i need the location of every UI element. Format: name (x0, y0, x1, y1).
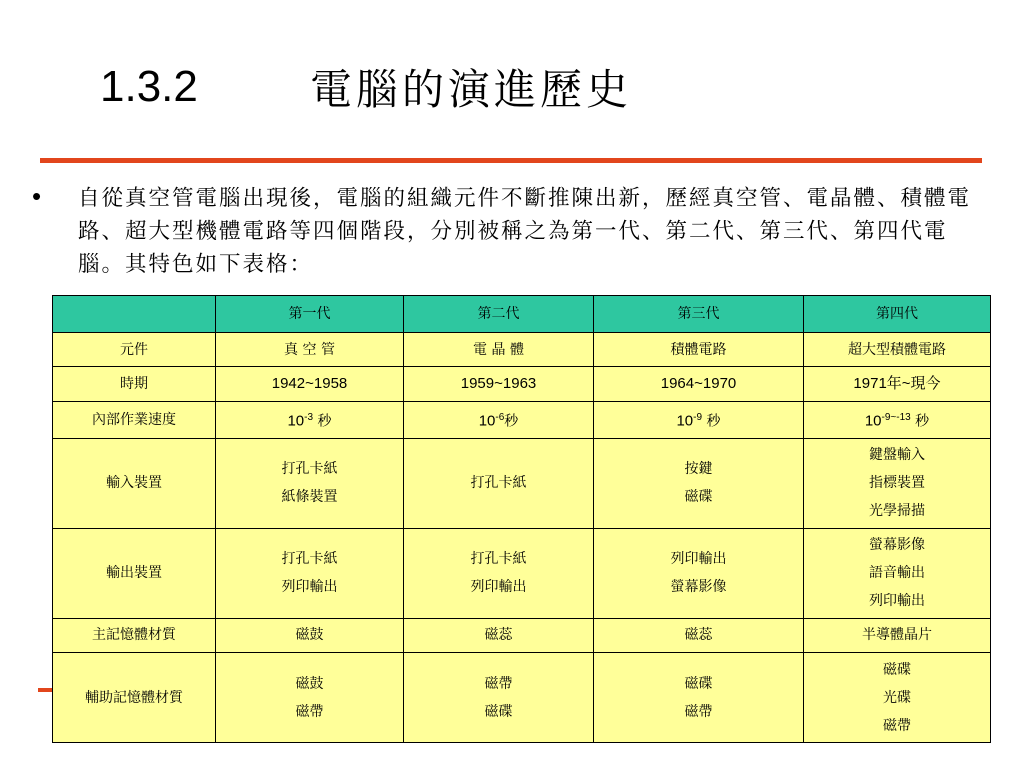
cell-text: 光學掃描 (869, 503, 925, 520)
cell-text: 列印輸出 (670, 551, 727, 568)
table-cell (804, 367, 991, 401)
cell-text: 語音輸出 (869, 565, 925, 582)
cell-text: 打孔卡紙 (281, 461, 338, 478)
cell-text: 磁蕊 (684, 627, 713, 644)
cell-text: 1959~1963 (460, 375, 537, 393)
cell-text: 磁帶 (883, 717, 911, 734)
cell-text: 1942~1958 (271, 375, 348, 393)
table-row (53, 528, 991, 618)
speed-base: 10 (478, 412, 496, 430)
cell-text: 超大型積體電路 (848, 341, 946, 358)
speed-exponent: -6 (495, 411, 505, 423)
section-number: 1.3.2 (100, 62, 198, 111)
cell-text: 紙條裝置 (281, 489, 338, 506)
table-cell (216, 401, 404, 438)
cell-text: 打孔卡紙 (281, 551, 338, 568)
bullet-icon: • (32, 181, 42, 211)
table-cell (594, 401, 804, 438)
table-cell (216, 333, 404, 367)
row-label: 內部作業速度 (53, 401, 216, 438)
cell-text: 螢幕影像 (869, 537, 925, 554)
intro-paragraph: 自從真空管電腦出現後，電腦的組織元件不斷推陳出新，歷經真空管、電晶體、積體電路、超大型機體電路等四個階段，分別被稱之為第一代、第二代、第三代、第四代電腦。其特色如下表格： (78, 186, 972, 277)
row-label: 輸出裝置 (53, 528, 216, 618)
table-cell (216, 367, 404, 401)
speed-unit: 秒 (504, 413, 519, 430)
cell-text: 磁碟 (883, 661, 911, 678)
cell-text: 鍵盤輸入 (869, 447, 925, 464)
speed-base: 10 (864, 412, 882, 430)
cell-text: 列印輸出 (470, 579, 527, 596)
table-cell (594, 528, 804, 618)
header-cell (53, 296, 216, 333)
cell-text: 磁帶 (684, 703, 713, 720)
cell-text: 指標裝置 (869, 475, 925, 492)
table-row (53, 401, 991, 438)
table-cell (404, 653, 594, 743)
cell-text: 真 空 管 (284, 341, 335, 358)
cell-text: 半導體晶片 (862, 627, 932, 644)
cell-text: 磁碟 (484, 703, 513, 720)
table-cell (404, 618, 594, 652)
header-cell: 第四代 (804, 296, 991, 333)
table-cell (404, 367, 594, 401)
cell-text: 磁鼓 (295, 675, 324, 692)
table-row (53, 653, 991, 743)
table-cell (216, 653, 404, 743)
row-label: 主記憶體材質 (53, 618, 216, 652)
cell-text: 磁帶 (484, 675, 513, 692)
cell-text: 積體電路 (670, 341, 727, 358)
table-cell (404, 401, 594, 438)
table-cell (594, 438, 804, 528)
speed-base: 10 (676, 412, 694, 430)
title-text: 電腦的演進歷史 (310, 65, 633, 114)
speed-unit: 秒 (313, 413, 332, 430)
cell-text: 列印輸出 (869, 593, 925, 610)
table-row (53, 333, 991, 367)
speed-exponent: -3 (304, 411, 314, 423)
speed-base: 10 (287, 412, 305, 430)
table-cell (594, 333, 804, 367)
title-divider (40, 158, 982, 163)
table-cell (594, 367, 804, 401)
speed-unit: 秒 (910, 413, 930, 430)
table-cell (804, 401, 991, 438)
cell-text: 打孔卡紙 (470, 475, 527, 492)
speed-exponent: -9~-13 (881, 411, 911, 423)
table-cell (216, 618, 404, 652)
computer-generations-table (52, 295, 991, 743)
cell-text: 列印輸出 (281, 579, 338, 596)
row-label: 輸入裝置 (53, 438, 216, 528)
slide-title (100, 52, 632, 122)
table-cell (804, 653, 991, 743)
table-row (53, 618, 991, 652)
speed-exponent: -9 (693, 411, 703, 423)
cell-text: 磁碟 (684, 489, 713, 506)
header-cell: 第二代 (404, 296, 594, 333)
table-cell (216, 528, 404, 618)
cell-text: 打孔卡紙 (470, 551, 527, 568)
table-cell (594, 618, 804, 652)
row-label: 輔助記憶體材質 (53, 653, 216, 743)
table-cell (804, 528, 991, 618)
cell-text: 電 晶 體 (473, 341, 524, 358)
cell-text: 磁碟 (684, 675, 713, 692)
table-cell (404, 438, 594, 528)
cell-text: 1964~1970 (660, 375, 737, 393)
table-cell (594, 653, 804, 743)
table-cell (804, 333, 991, 367)
header-cell: 第一代 (216, 296, 404, 333)
row-label: 時期 (53, 367, 216, 401)
table-cell (404, 528, 594, 618)
table-row (53, 438, 991, 528)
cell-text: 按鍵 (684, 461, 713, 478)
cell-text: 磁帶 (295, 703, 324, 720)
table-cell (216, 438, 404, 528)
table-header-row (53, 296, 991, 333)
cell-text: 光碟 (883, 689, 911, 706)
table-cell (404, 333, 594, 367)
cell-text: 磁蕊 (484, 627, 513, 644)
table-cell (804, 438, 991, 528)
header-cell: 第三代 (594, 296, 804, 333)
table-row (53, 367, 991, 401)
cell-text: 螢幕影像 (670, 579, 727, 596)
row-label: 元件 (53, 333, 216, 367)
table-cell (804, 618, 991, 652)
speed-unit: 秒 (702, 413, 721, 430)
cell-text: 1971年~現今 (853, 375, 941, 393)
cell-text: 磁鼓 (295, 627, 324, 644)
